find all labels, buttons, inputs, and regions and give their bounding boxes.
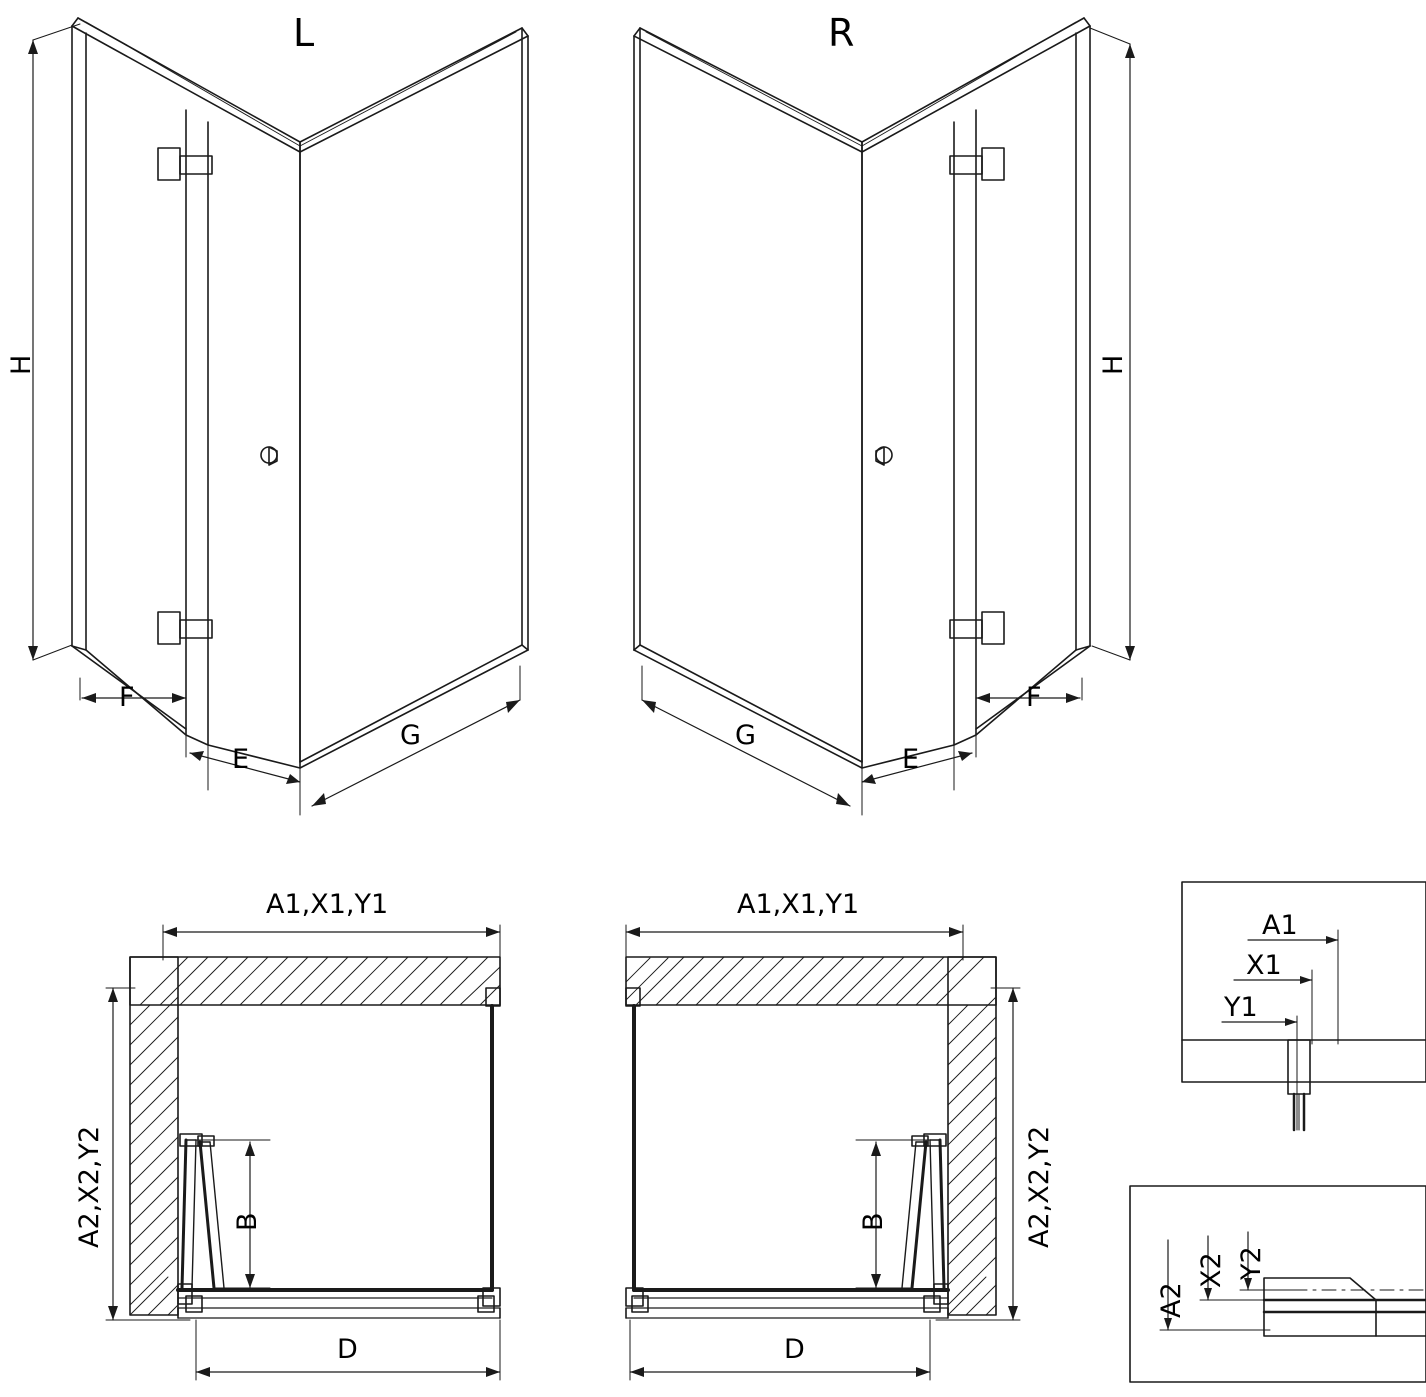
detail-bottom-a2-label: A2: [1156, 1282, 1187, 1318]
detail-top-a1-label: A1: [1262, 910, 1298, 941]
iso-left-inline-panel-label: E: [232, 744, 250, 775]
iso-left-height-label: H: [6, 354, 37, 375]
plan-right-open-dim-label: B: [858, 1212, 889, 1231]
detail-bottom-x2-label: X2: [1196, 1252, 1227, 1288]
plan-left-open-dim-label: B: [232, 1212, 263, 1231]
iso-view-right: [634, 18, 1135, 815]
plan-left-bottom-dim-label: D: [337, 1334, 358, 1365]
detail-view-top: [1182, 882, 1426, 1130]
detail-top-y1-label: Y1: [1224, 992, 1258, 1023]
iso-right-height-label: H: [1098, 354, 1129, 375]
plan-right-top-dim-label: A1,X1,Y1: [737, 889, 860, 920]
plan-view-left: [106, 925, 500, 1380]
view-title-left: L: [293, 11, 315, 55]
iso-right-inline-panel-label: E: [902, 744, 920, 775]
plan-right-side-dim-label: A2,X2,Y2: [1024, 1125, 1055, 1248]
detail-bottom-y2-label: Y2: [1236, 1246, 1267, 1280]
detail-top-x1-label: X1: [1246, 950, 1282, 981]
iso-right-side-panel-label: G: [735, 720, 756, 751]
iso-left-side-panel-label: G: [400, 720, 421, 751]
iso-right-door-width-label: F: [1026, 682, 1042, 713]
plan-left-side-dim-label: A2,X2,Y2: [74, 1125, 105, 1248]
iso-view-left: [28, 18, 528, 815]
iso-left-door-width-label: F: [119, 682, 135, 713]
view-title-right: R: [828, 11, 855, 55]
plan-view-right: [626, 925, 1020, 1380]
plan-right-bottom-dim-label: D: [784, 1334, 805, 1365]
plan-left-top-dim-label: A1,X1,Y1: [266, 889, 389, 920]
